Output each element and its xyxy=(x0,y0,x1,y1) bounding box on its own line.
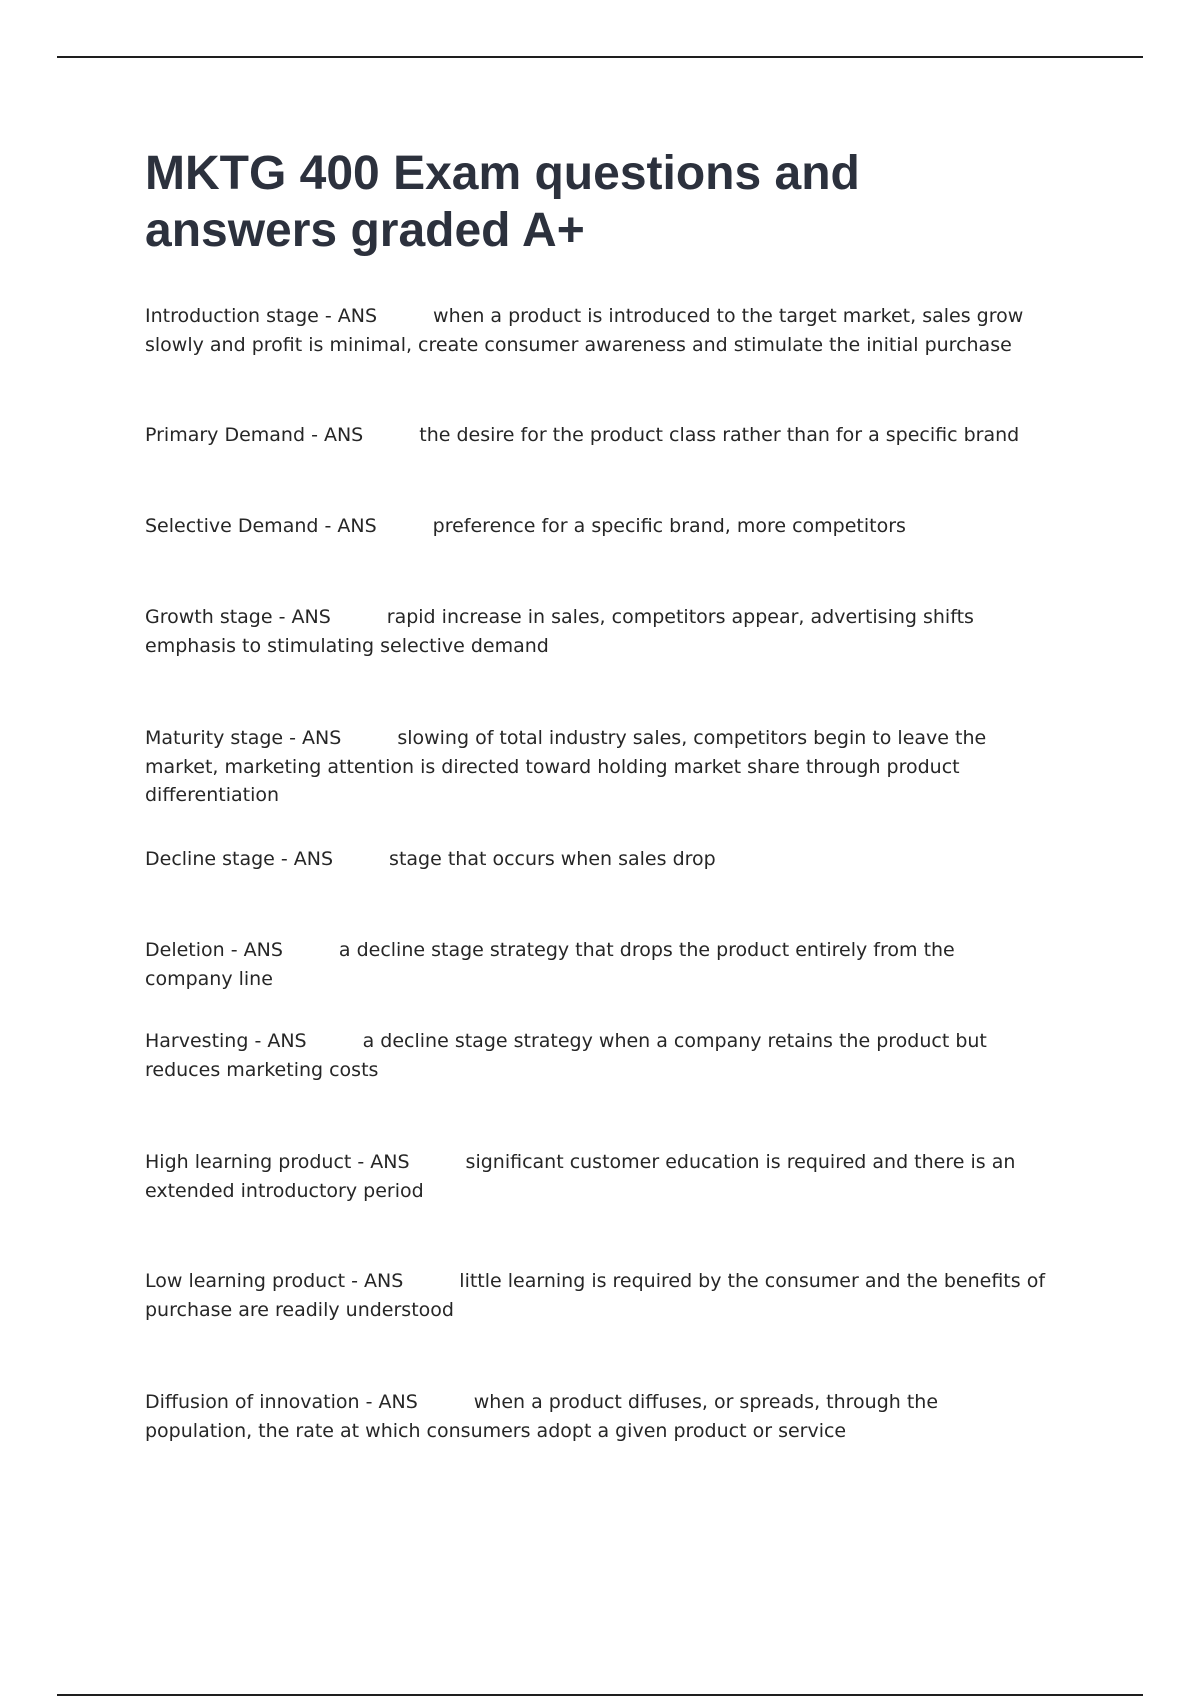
qa-entry xyxy=(145,421,1045,450)
header-rule xyxy=(57,56,1143,58)
entry-definition: when a product diffuses, or spreads, through the population, the rate at which consumers adopt a given product or service xyxy=(145,1391,939,1442)
entry-term: Selective Demand - ANS xyxy=(145,515,377,537)
entry-term: Growth stage - ANS xyxy=(145,606,331,628)
qa-entry xyxy=(145,936,1045,993)
entry-definition: stage that occurs when sales drop xyxy=(389,848,716,870)
entry-term: High learning product - ANS xyxy=(145,1151,410,1173)
entry-term: Primary Demand - ANS xyxy=(145,424,364,446)
qa-entry xyxy=(145,1148,1045,1205)
entry-definition: a decline stage strategy that drops the product entirely from the company line xyxy=(145,939,955,990)
entry-term: Deletion - ANS xyxy=(145,939,283,961)
entry-definition: preference for a specific brand, more competitors xyxy=(432,515,906,537)
entry-term: Low learning product - ANS xyxy=(145,1270,404,1292)
qa-entry xyxy=(145,512,1045,541)
entry-definition: when a product is introduced to the target market, sales grow slowly and profit is minimal, create consumer awareness and stimulate the initial purchase xyxy=(145,305,1024,356)
qa-entry xyxy=(145,302,1045,359)
qa-entry xyxy=(145,724,1045,810)
entry-definition: the desire for the product class rather than for a specific brand xyxy=(419,424,1020,446)
entry-definition: rapid increase in sales, competitors appear, advertising shifts emphasis to stimulating selective demand xyxy=(145,606,974,657)
entry-definition: a decline stage strategy when a company retains the product but reduces marketing costs xyxy=(145,1030,987,1081)
entry-term: Decline stage - ANS xyxy=(145,848,334,870)
entry-definition: significant customer education is required and there is an extended introductory period xyxy=(145,1151,1016,1202)
document-title: MKTG 400 Exam questions and answers graded A+ xyxy=(145,147,860,257)
qa-entry xyxy=(145,845,1045,874)
entry-term: Introduction stage - ANS xyxy=(145,305,378,327)
entry-term: Diffusion of innovation - ANS xyxy=(145,1391,418,1413)
footer-rule xyxy=(57,1694,1143,1696)
entry-term: Harvesting - ANS xyxy=(145,1030,307,1052)
entry-term: Maturity stage - ANS xyxy=(145,727,342,749)
qa-entry xyxy=(145,1388,1045,1445)
qa-entry xyxy=(145,1027,1045,1084)
qa-entry xyxy=(145,1267,1045,1324)
qa-entry xyxy=(145,603,1045,660)
entry-definition: slowing of total industry sales, competitors begin to leave the market, marketing attention is directed toward holding market share through product differentiation xyxy=(145,727,987,806)
entry-definition: little learning is required by the consumer and the benefits of purchase are readily understood xyxy=(145,1270,1046,1321)
